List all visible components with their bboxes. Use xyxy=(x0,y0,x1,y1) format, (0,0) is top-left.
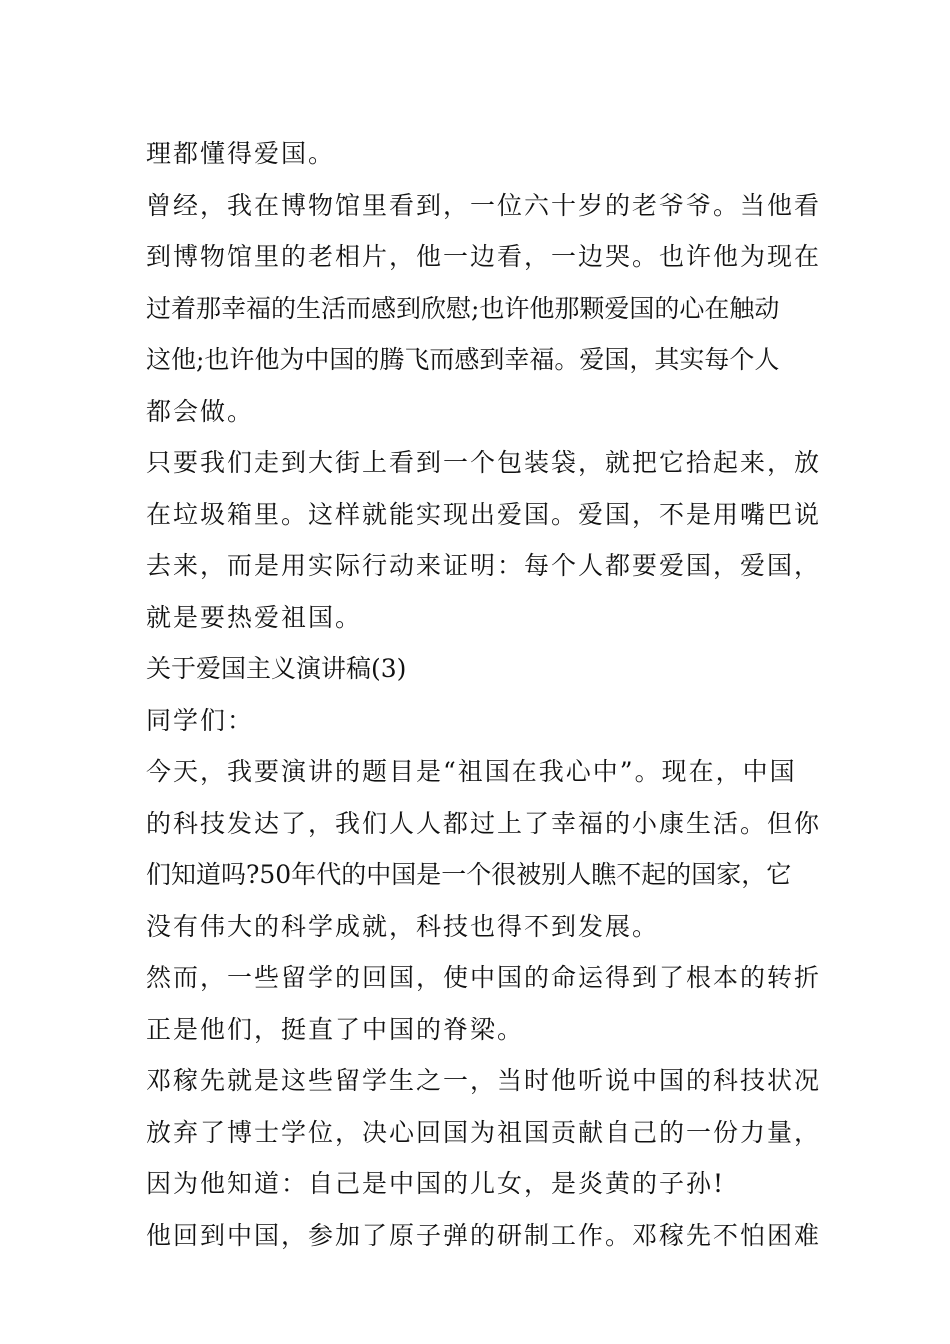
text-line: 同学们： xyxy=(146,705,255,735)
text-line: 他回到中国，参加了原子弹的研制工作。邓稼先不怕困难 xyxy=(146,1220,822,1250)
text-line: 在垃圾箱里。这样就能实现出爱国。爱国，不是用嘴巴说 xyxy=(146,499,822,529)
text-line: 的科技发达了，我们人人都过上了幸福的小康生活。但你 xyxy=(146,808,822,838)
section-heading: 关于爱国主义演讲稿(3) xyxy=(146,654,407,683)
text-line: 这他;也许他为中国的腾飞而感到幸福。爱国，其实每个人 xyxy=(146,345,780,374)
text-line: 邓稼先就是这些留学生之一，当时他听说中国的科技状况 xyxy=(146,1066,822,1095)
text-line: 都会做。 xyxy=(146,396,255,426)
text-line: 过着那幸福的生活而感到欣慰;也许他那颗爱国的心在触动 xyxy=(146,293,780,323)
text-line: 理都懂得爱国。 xyxy=(146,139,336,168)
text-line: 没有伟大的科学成就，科技也得不到发展。 xyxy=(146,911,660,941)
text-line: 曾经，我在博物馆里看到，一位六十岁的老爷爷。当他看 xyxy=(146,190,822,220)
text-line: 因为他知道：自己是中国的儿女，是炎黄的子孙! xyxy=(146,1169,726,1198)
text-line: 去来，而是用实际行动来证明：每个人都要爱国，爱国， xyxy=(146,551,822,580)
text-line: 正是他们，挺直了中国的脊梁。 xyxy=(146,1014,525,1044)
text-line: 然而，一些留学的回国，使中国的命运得到了根本的转折 xyxy=(146,963,822,992)
body-text xyxy=(146,128,822,1261)
text-line: 只要我们走到大街上看到一个包装袋，就把它拾起来，放 xyxy=(146,448,822,477)
text-line: 到博物馆里的老相片，他一边看，一边哭。也许他为现在 xyxy=(146,242,822,271)
text-line: 们知道吗?50年代的中国是一个很被别人瞧不起的国家，它 xyxy=(146,860,792,889)
text-line: 就是要热爱祖国。 xyxy=(146,602,363,632)
text-line: 今天，我要演讲的题目是“祖国在我心中”。现在，中国 xyxy=(146,757,797,786)
text-line: 放弃了博士学位，决心回国为祖国贡献自己的一份力量， xyxy=(146,1117,822,1147)
